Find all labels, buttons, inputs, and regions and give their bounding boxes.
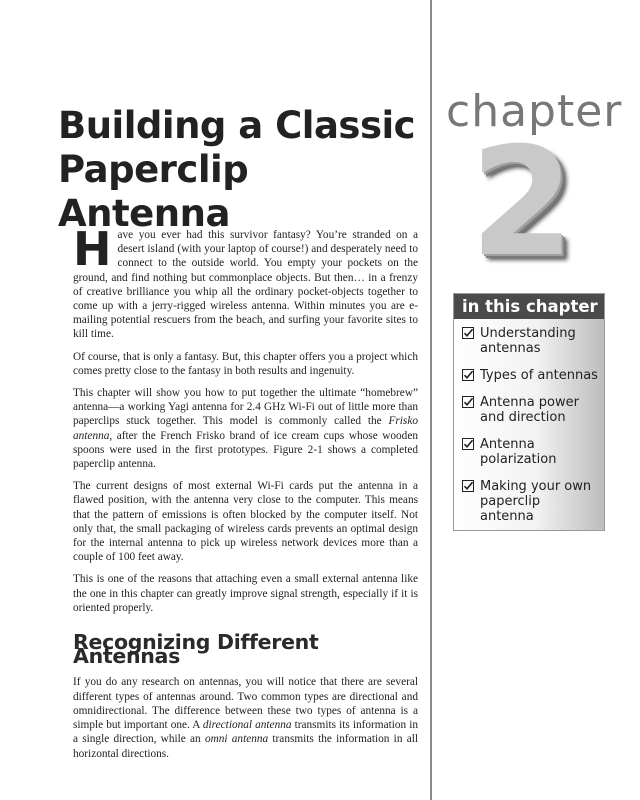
- list-item: [462, 368, 598, 383]
- list-item: [462, 437, 598, 467]
- paragraph-2: Of course, that is only a fantasy. But, this chapter offers you a project which comes pretty close to the fantasy in both results and ingenuity.: [73, 350, 418, 377]
- in-this-chapter-box: [453, 293, 605, 531]
- chapter-title: [58, 104, 418, 236]
- frisko-antenna-term: Frisko antenna: [73, 415, 418, 442]
- paragraph-3-text-a: This chapter will show you how to put together the ultimate “homebrew” antenna—a working Yagi antenna for 2.4 GHz Wi-Fi out of little more than paperclips stuck together. This model is commonly called the: [73, 387, 418, 428]
- intro-paragraph-text: ave you ever had this survivor fantasy? You’re stranded on a desert island (with your laptop of course!) and desperately need to connect to the outside world. You empty your pockets on the ground, and find nothing but commonplace objects. But then… in a frenzy of creative brilliance you whip all the ordinary pocket-objects together to come up with a jerry-rigged wireless antenna. Within minutes you are e-mailing potential rescuers from the beach, and surfing your favorite sites to kill time.: [73, 229, 418, 341]
- checkbox-checked-icon: [462, 327, 474, 339]
- in-this-chapter-list: [454, 319, 604, 524]
- in-this-chapter-header: in this chapter: [454, 294, 604, 319]
- omni-antenna-term: omni antenna: [204, 733, 269, 746]
- chapter-label: chapter: [446, 86, 623, 137]
- paragraph-6-text-a: If you do any research on antennas, you will notice that there are several different types of antennas around. Two common types are directional and omnidirectional. The difference between these two types of antenna is a simple but important one. A: [73, 676, 418, 732]
- vertical-divider-rule: [430, 0, 432, 800]
- list-item: [462, 326, 598, 356]
- list-item: [462, 395, 598, 425]
- body-text: [73, 222, 419, 769]
- paragraph-4: The current designs of most external Wi-Fi cards put the antenna in a flawed position, with the antenna very close to the computer. This means that the pattern of emissions is often blocked by the computer itself. Not only that, the small packaging of wireless cards prevents an optimal design for the internal antenna to pick up wireless network devices more than a couple of 100 feet away.: [73, 480, 418, 564]
- paragraph-6-text-c: transmits the information in all horizontal directions.: [73, 733, 418, 760]
- checkbox-checked-icon: [462, 396, 474, 408]
- list-item-label: Types of antennas: [480, 368, 598, 383]
- chapter-title-line-1: Building a Classic: [58, 104, 416, 147]
- paragraph-6-text-b: transmits its information in a single direction, while an: [73, 719, 419, 746]
- checkbox-checked-icon: [462, 480, 474, 492]
- paragraph-6: [73, 675, 418, 760]
- list-item-label: Understanding antennas: [480, 326, 576, 356]
- paragraph-5: This is one of the reasons that attaching even a small external antenna like the one in this chapter can greatly improve signal strength, especially if it is oriented properly.: [73, 573, 418, 614]
- section-heading: Recognizing Different Antennas: [73, 630, 319, 669]
- checkbox-checked-icon: [462, 438, 474, 450]
- list-item-label: Antenna power and direction: [480, 395, 579, 425]
- paragraph-3-text-b: , after the French Frisko brand of ice cream cups whose wooden spoons were used in the first prototypes. Figure 2-1 shows a completed paperclip antenna.: [73, 429, 418, 471]
- chapter-title-line-2: Paperclip Antenna: [58, 148, 249, 235]
- checkbox-checked-icon: [462, 369, 474, 381]
- directional-antenna-term: directional antenna: [202, 719, 292, 732]
- drop-cap: H: [73, 222, 112, 276]
- chapter-number: 2: [470, 116, 575, 290]
- paragraph-3: [73, 386, 418, 471]
- list-item: [462, 479, 598, 524]
- list-item-label: Antenna polarization: [480, 437, 557, 467]
- intro-paragraph: [73, 222, 418, 342]
- list-item-label: Making your own paperclip antenna: [480, 479, 592, 524]
